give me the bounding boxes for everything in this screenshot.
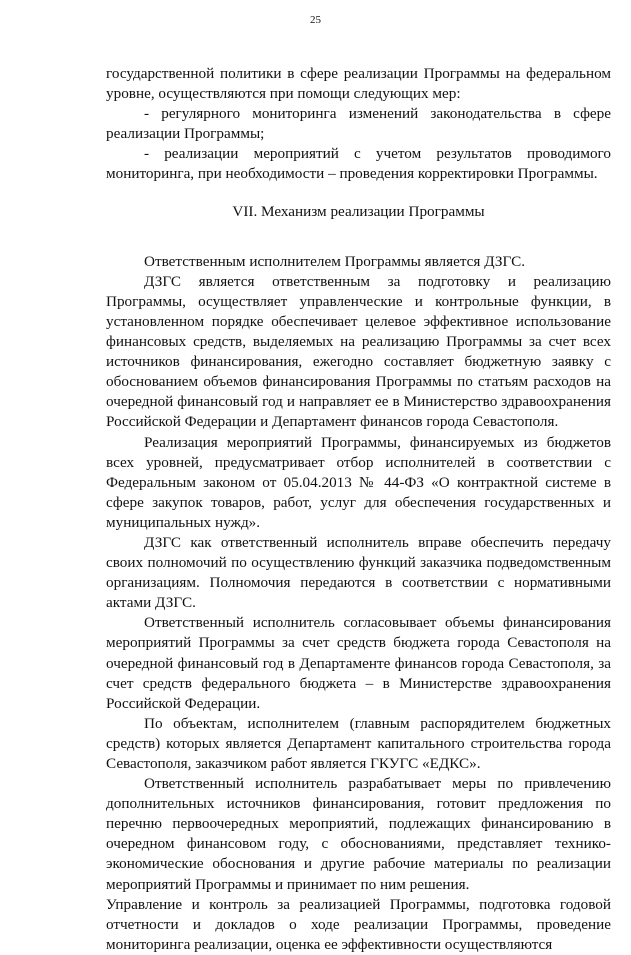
- paragraph-3: Реализация мероприятий Программы, финансируемых из бюджетов всех уровней, предусматривает отбор исполнителей в соответствии с Федеральным законом от 05.04.2013 № 44-ФЗ «О контрактной системе в сфере закупок товаров, работ, услуг для обеспечения государственных и муниципальных нужд».: [106, 433, 611, 531]
- paragraph-4: ДЗГС как ответственный исполнитель вправе обеспечить передачу своих полномочий по осуществлению функций заказчика подведомственным организациям. Полномочия передаются в соответствии с нормативными актами ДЗГС.: [106, 533, 611, 612]
- paragraph-7: Ответственный исполнитель разрабатывает меры по привлечению дополнительных источников финансирования, готовит предложения по перечню первоочередных мероприятий, подлежащих финансированию в очередном финансовом году, с обоснованиями, представляет технико-экономические обоснования и другие рабочие материалы по реализации мероприятий Программы и принимает по ним решения.: [106, 775, 611, 893]
- paragraph-6: По объектам, исполнителем (главным распорядителем бюджетных средств) которых является Департамент капитального строительства города Севастополя, заказчиком работ является ГКУГС «ЕДКС».: [106, 714, 611, 772]
- paragraph-final: Управление и контроль за реализацией Программы, подготовка годовой отчетности и докладов о ходе реализации Программы, проведение мониторинга реализации, оценка ее эффективности осуществляются: [106, 895, 611, 953]
- paragraph-2: ДЗГС является ответственным за подготовку и реализацию Программы, осуществляет управленческие и контрольные функции, в установленном порядке обеспечивает целевое эффективное использование финансовых средств, выделяемых на реализацию Программы за счет всех источников финансирования, ежегодно составляет бюджетную заявку с обоснованием объемов финансирования Программы по статьям расходов на очередной финансовый год и направляет ее в Министерство здравоохранения Российской Федерации и Департамент финансов города Севастополя.: [106, 272, 611, 431]
- intro-paragraph: государственной политики в сфере реализации Программы на федеральном уровне, осуществляются при помощи следующих мер:: [106, 65, 611, 103]
- section-title: VII. Механизм реализации Программы: [232, 202, 485, 220]
- intro-bullet-1: - регулярного мониторинга изменений законодательства в сфере реализации Программы;: [106, 105, 611, 143]
- paragraph-1: Ответственным исполнителем Программы является ДЗГС.: [144, 252, 526, 270]
- intro-bullet-2: - реализации мероприятий с учетом результатов проводимого мониторинга, при необходимости – проведения корректировки Программы.: [106, 145, 611, 183]
- paragraph-5: Ответственный исполнитель согласовывает объемы финансирования мероприятий Программы за счет средств бюджета города Севастополя на очередной финансовый год в Департаменте финансов города Севастополя, за счет средств федерального бюджета – в Министерстве здравоохранения Российской Федерации.: [106, 614, 611, 712]
- page-number: 25: [310, 14, 321, 26]
- page-content: [106, 64, 611, 955]
